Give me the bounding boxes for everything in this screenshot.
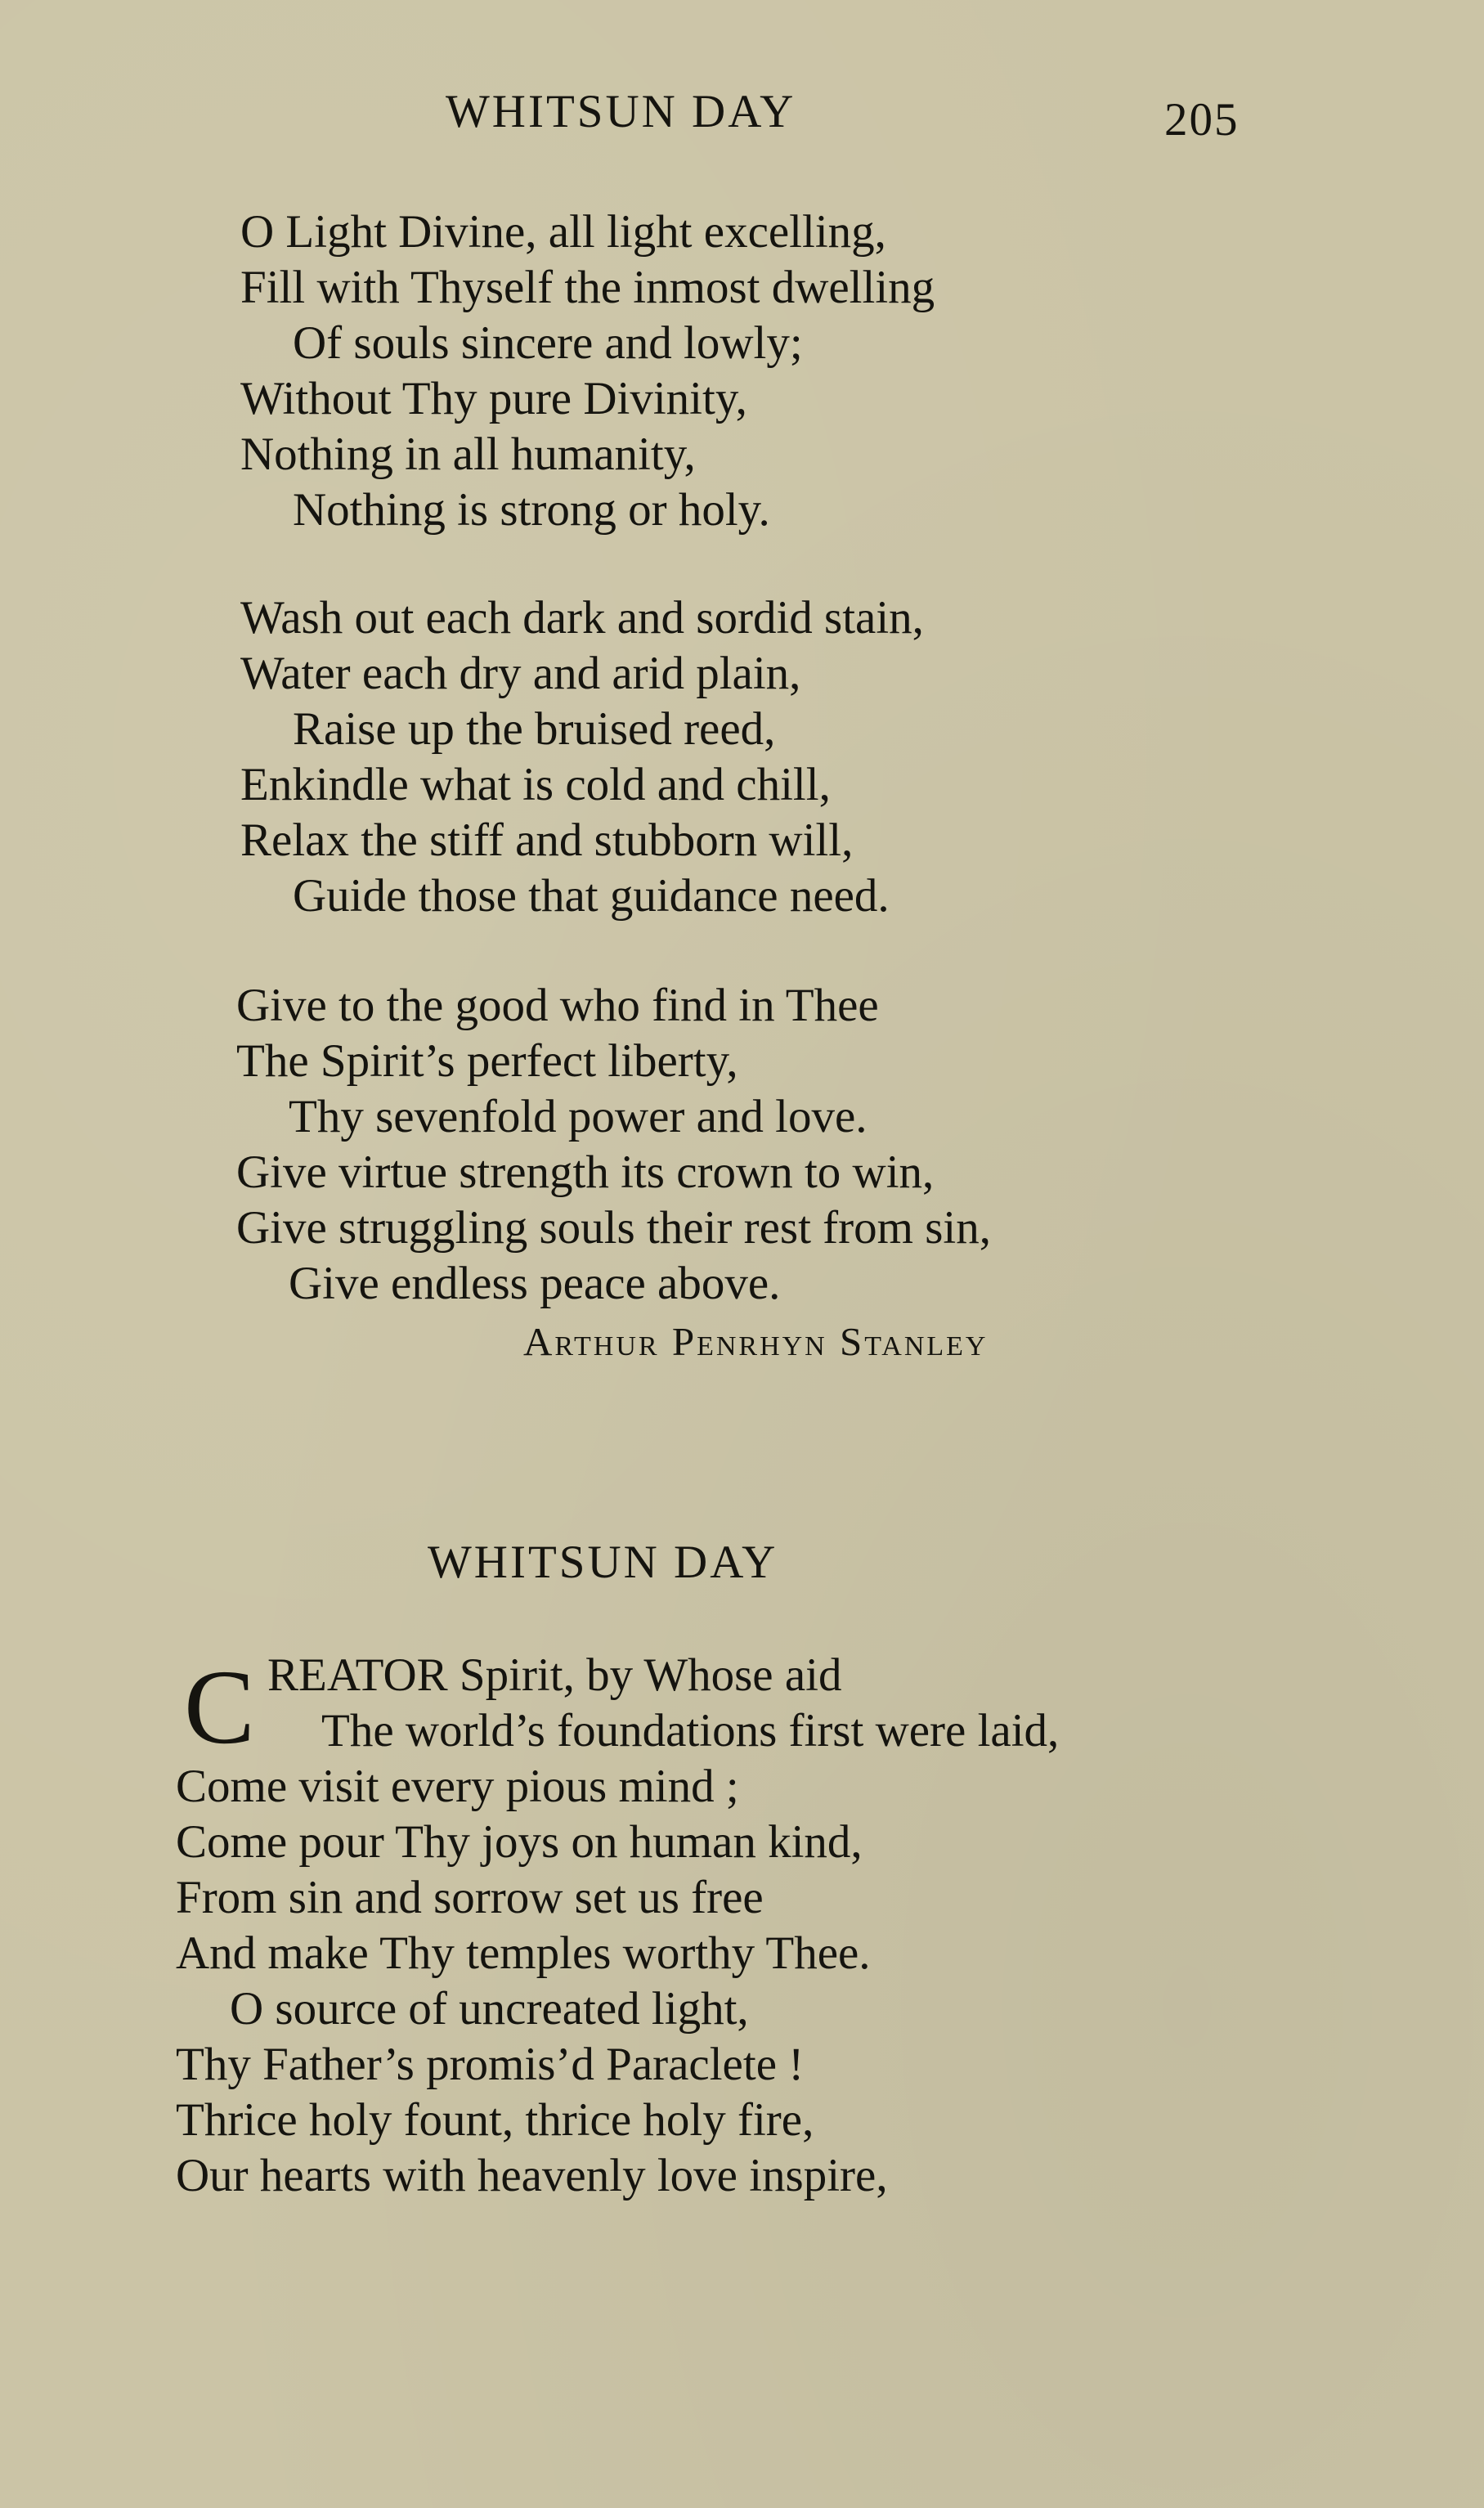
verse-line: Water each dry and arid plain,	[240, 648, 801, 699]
verse-line: Relax the stiff and stubborn will,	[240, 814, 854, 866]
verse-line: O source of uncreated light,	[230, 1983, 749, 2035]
verse-line: Thy Father’s promis’d Paraclete !	[176, 2039, 805, 2090]
running-head: WHITSUN DAY	[446, 86, 796, 137]
hymn-2	[176, 1648, 1059, 2204]
verse-line: Thy sevenfold power and love.	[289, 1091, 868, 1142]
drop-cap: C	[184, 1649, 255, 1766]
verse-line: Wash out each dark and sordid stain,	[240, 592, 924, 644]
verse-line: Of souls sincere and lowly;	[293, 317, 803, 369]
verse-line: The Spirit’s perfect liberty,	[236, 1035, 738, 1087]
verse-line: O Light Divine, all light excelling,	[240, 206, 886, 258]
verse-line: Enkindle what is cold and chill,	[240, 759, 831, 810]
verse-line: Nothing in all humanity,	[240, 428, 696, 480]
verse-line: Fill with Thyself the inmost dwelling	[240, 262, 935, 313]
verse-line: The world’s foundations first were laid,	[321, 1705, 1060, 1756]
stanza-3	[236, 978, 991, 1312]
verse-line: Our hearts with heavenly love inspire,	[176, 2150, 888, 2201]
verse-line: From sin and sorrow set us free	[176, 1872, 764, 1923]
author-attribution: Arthur Penrhyn Stanley	[523, 1319, 989, 1364]
page-number: 205	[1164, 94, 1240, 146]
stanza-2	[240, 590, 924, 924]
verse-line: Nothing is strong or holy.	[293, 484, 770, 536]
stanza-1	[240, 204, 935, 538]
verse-line: And make Thy temples worthy Thee.	[176, 1927, 871, 1979]
verse-line: Come visit every pious mind ;	[176, 1761, 739, 1812]
verse-line: Give struggling souls their rest from sin,	[236, 1202, 991, 1254]
verse-line: Give endless peace above.	[289, 1258, 781, 1309]
verse-line: Without Thy pure Divinity,	[240, 373, 747, 424]
verse-line: Come pour Thy joys on human kind,	[176, 1816, 863, 1868]
verse-line: REATOR Spirit, by Whose aid	[267, 1649, 842, 1701]
verse-line: Raise up the bruised reed,	[293, 703, 776, 755]
verse-line: Guide those that guidance need.	[293, 870, 890, 922]
verse-line: Give virtue strength its crown to win,	[236, 1146, 935, 1198]
section-title: WHITSUN DAY	[428, 1537, 778, 1588]
verse-line: Give to the good who find in Thee	[236, 980, 879, 1031]
verse-line: Thrice holy fount, thrice holy fire,	[176, 2094, 814, 2146]
